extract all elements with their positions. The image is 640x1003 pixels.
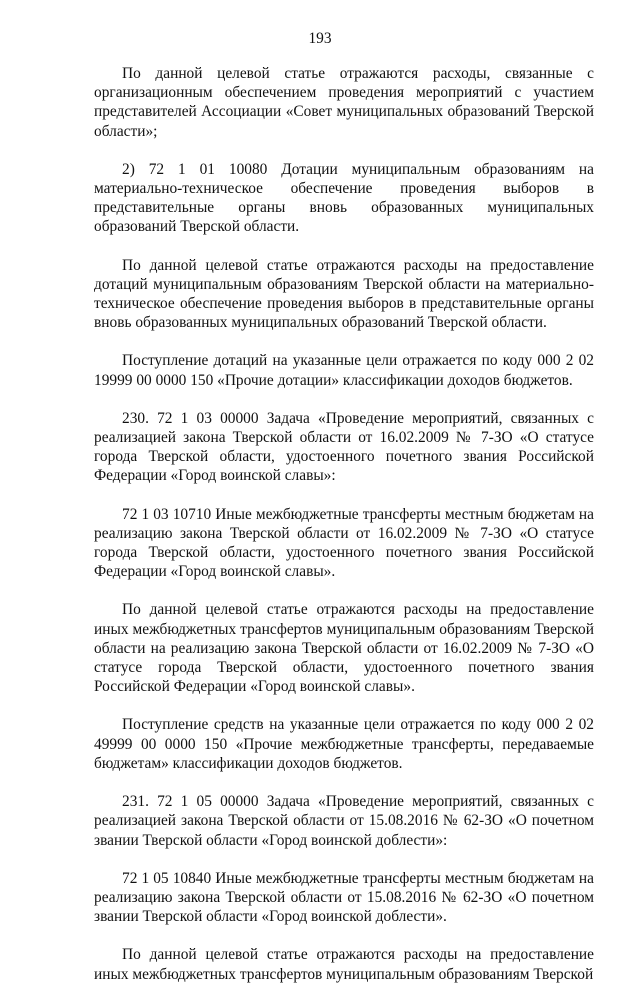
paragraph-9: 231. 72 1 05 00000 Задача «Проведение мероприятий, связанных с реализацией закона Тверской области от 15.08.2016 № 62-ЗО «О почетном звании Тверской области «Город воинской доблести»:	[94, 793, 594, 849]
paragraph-11: По данной целевой статье отражаются расходы на предоставление иных межбюджетных трансфертов муниципальным образованиям Тверской	[94, 946, 594, 983]
paragraph-6: 72 1 03 10710 Иные межбюджетные трансферты местным бюджетам на реализацию закона Тверской области от 16.02.2009 № 7-ЗО «О статусе города Тверской области, удостоенного почетного звания Российской Федерации «Город воинской славы».	[94, 505, 594, 581]
paragraph-7: По данной целевой статье отражаются расходы на предоставление иных межбюджетных трансфертов муниципальным образованиям Тверской области на реализацию закона Тверской области от 16.02.2009 № 7-ЗО «О статусе города Тверской области, удостоенного почетного звания Российской Федерации «Город воинской славы».	[94, 601, 594, 696]
paragraph-2: 2) 72 1 01 10080 Дотации муниципальным образованиям на материально-техническое обеспечение проведения выборов в представительные органы вновь образованных муниципальных образований Тверской области.	[94, 160, 594, 236]
paragraph-10: 72 1 05 10840 Иные межбюджетные трансферты местным бюджетам на реализацию закона Тверской области от 15.08.2016 № 62-ЗО «О почетном звании Тверской области «Город воинской доблести».	[94, 869, 594, 926]
document-body	[94, 64, 594, 1003]
paragraph-1: По данной целевой статье отражаются расходы, связанные с организационным обеспечением проведения мероприятий с участием представителей Ассоциации «Совет муниципальных образований Тверской области»;	[94, 65, 594, 140]
page-number: 193	[308, 30, 332, 47]
paragraph-5: 230. 72 1 03 00000 Задача «Проведение мероприятий, связанных с реализацией закона Тверской области от 16.02.2009 № 7-ЗО «О статусе города Тверской области, удостоенного почетного звания Российской Федерации «Город воинской славы»:	[94, 409, 594, 485]
paragraph-3: По данной целевой статье отражаются расходы на предоставление дотаций муниципальным образованиям Тверской области на материально-техническое обеспечение проведения выборов в представительные органы вновь образованных муниципальных образований Тверской области.	[94, 256, 594, 332]
paragraph-8: Поступление средств на указанные цели отражается по коду 000 2 02 49999 00 0000 150 «Прочие межбюджетные трансферты, передаваемые бюджетам» классификации доходов бюджетов.	[94, 716, 594, 772]
paragraph-4: Поступление дотаций на указанные цели отражается по коду 000 2 02 19999 00 0000 150 «Прочие дотации» классификации доходов бюджетов.	[94, 352, 594, 389]
